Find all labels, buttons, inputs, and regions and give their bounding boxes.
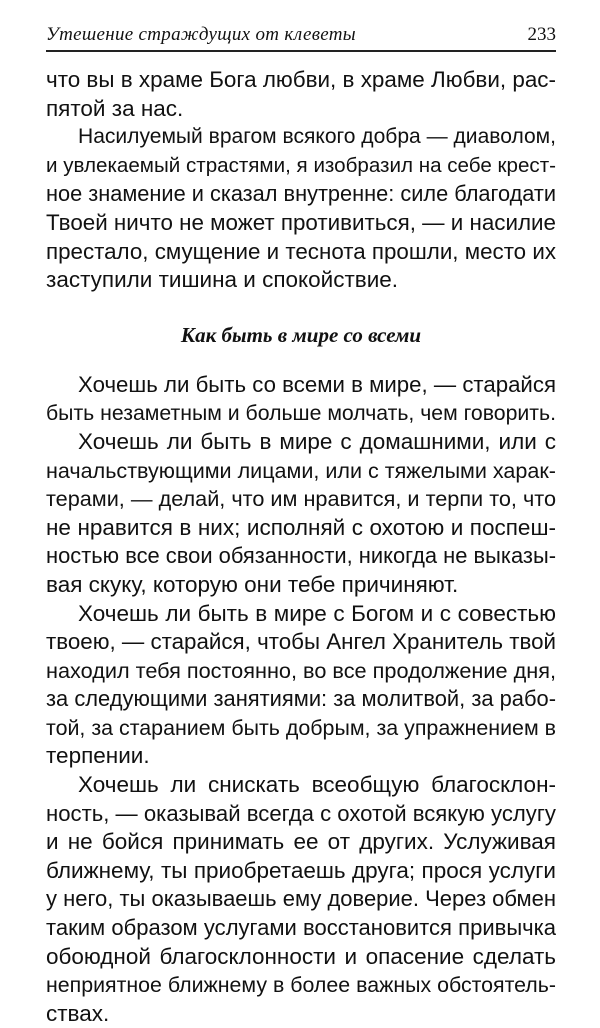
text-line: что вы в храме Бога любви, в храме Любви, рас- bbox=[46, 67, 556, 92]
text-line: Насилуемый врагом всякого добра — диаволом, bbox=[78, 125, 556, 149]
text-line: таким образом услугами восстановится привычка bbox=[46, 915, 556, 941]
text-line: Твоей ничто не может противиться, — и насилие bbox=[46, 209, 556, 235]
text-line: начальствующими лицами, или с тяжелыми харак- bbox=[46, 457, 556, 483]
text-line: за следующими занятиями: за молитвой, за рабо- bbox=[46, 686, 556, 712]
section-heading: Как быть в мире со всеми bbox=[180, 322, 422, 347]
running-head-title: Утешение страждущих от клеветы bbox=[46, 24, 356, 45]
paragraph bbox=[46, 600, 556, 772]
text-line: у него, ты оказываешь ему доверие. Через обмен bbox=[46, 886, 556, 912]
text-line: быть незаметным и больше молчать, чем говорить. bbox=[46, 401, 557, 426]
text-line: терпении. bbox=[46, 743, 150, 769]
text-line: ствах. bbox=[46, 1000, 110, 1026]
paragraph bbox=[46, 66, 556, 123]
paragraphs-after-heading bbox=[46, 371, 556, 1028]
text-line: неприятное ближнему в более важных обстоятель- bbox=[46, 973, 556, 998]
page-number: 233 bbox=[527, 24, 556, 45]
running-head bbox=[46, 22, 556, 52]
paragraph bbox=[46, 371, 556, 428]
text-line: ность, — оказывай всегда с охотой всякую услугу bbox=[46, 800, 556, 826]
text-line: Хочешь ли быть со всеми в мире, — старайся bbox=[78, 371, 556, 397]
body-text bbox=[46, 66, 556, 1028]
text-line: находил тебя постоянно, во все продолжение дня, bbox=[46, 657, 556, 683]
text-line: и увлекаемый страстями, я изобразил на себе крест- bbox=[46, 153, 556, 177]
paragraph bbox=[46, 428, 556, 600]
text-line: обоюдной благосклонности и опасение сделать bbox=[46, 943, 556, 969]
text-line: той, за старанием быть добрым, за упражнением в bbox=[46, 715, 556, 740]
text-line: и не бойся принимать ее от других. Услуживая bbox=[46, 829, 556, 855]
text-line: вая скуку, которую они тебе причиняют. bbox=[46, 571, 459, 597]
text-line: заступили тишина и спокойствие. bbox=[46, 267, 399, 293]
paragraph bbox=[46, 123, 556, 295]
text-line: Хочешь ли снискать всеобщую благосклон- bbox=[78, 772, 556, 798]
text-line: ностью все свои обязанности, никогда не выказы- bbox=[46, 543, 557, 569]
text-line: Хочешь ли быть в мире с Богом и с совестью bbox=[78, 600, 556, 626]
text-line: терами, — делай, что им нравится, и терпи то, что bbox=[46, 486, 556, 512]
text-line: престало, смущение и теснота прошли, место их bbox=[46, 238, 556, 264]
text-line: пятой за нас. bbox=[46, 95, 184, 121]
text-line: ближнему, ты приобретаешь друга; прося услуги bbox=[46, 857, 556, 883]
text-line: не нравится в них; исполняй с охотою и поспеш- bbox=[46, 514, 556, 540]
text-line: твоею, — старайся, чтобы Ангел Хранитель твой bbox=[46, 629, 556, 655]
paragraphs-before-heading bbox=[46, 66, 556, 295]
paragraph bbox=[46, 771, 556, 1028]
text-line: Хочешь ли быть в мире с домашними, или с bbox=[78, 428, 556, 454]
text-line: ное знамение и сказал внутренне: силе благодати bbox=[46, 181, 556, 207]
